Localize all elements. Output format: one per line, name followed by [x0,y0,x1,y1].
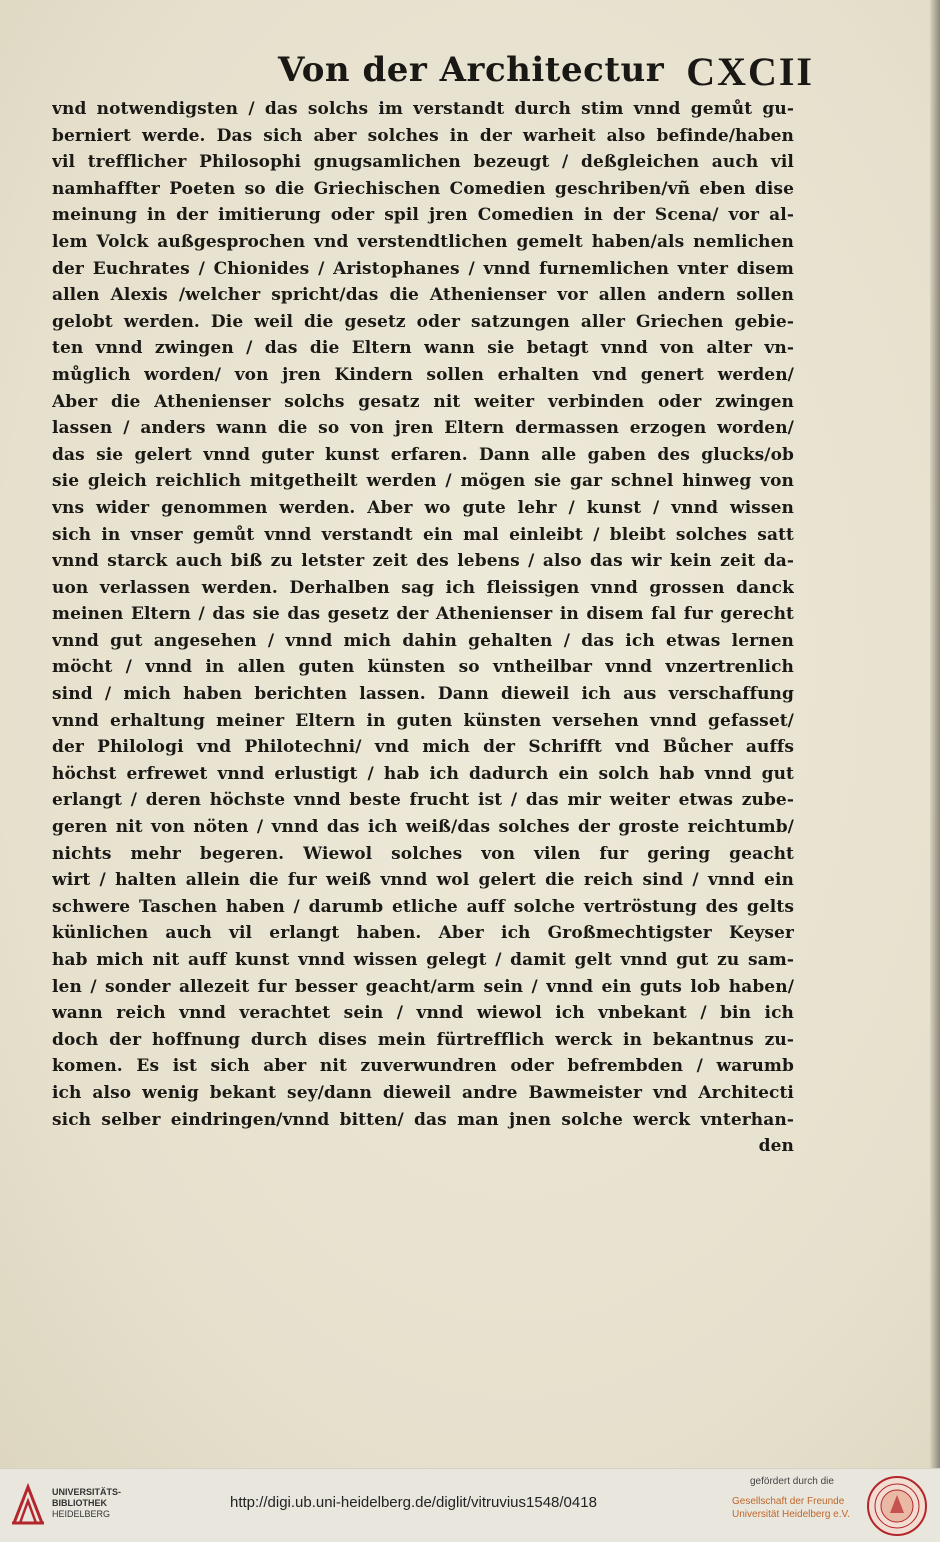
text-line: geren nit von nöten / vnnd das ich weiß/das solches der groste reichtumb/ [52,817,794,838]
text-line: uon verlassen werden. Derhalben sag ich fleissigen vnnd grossen danck [52,577,794,598]
text-line: meinung in der imitierung oder spil jren Comedien in der Scena/ vor al- [52,205,794,226]
folio-number: CXCII [686,49,814,94]
text-line: möcht / vnnd in allen guten künsten so vntheilbar vnnd vnzertrenlich [52,657,794,678]
text-line: nichts mehr begeren. Wiewol solches von vilen fur gering geacht [52,843,794,864]
text-line: doch der hoffnung durch dises mein fürtrefflich werck in bekantnus zu- [52,1029,794,1050]
page-header [0,44,940,104]
text-line: das sie gelert vnnd guter kunst erfaren. Dann alle gaben des glucks/ob [52,444,794,465]
viewer-footer [0,1468,940,1542]
university-seal-icon [866,1475,928,1537]
text-line: vnd notwendigsten / das solchs im verstandt durch stim vnnd gemůt gu- [52,99,794,119]
text-line: namhaffter Poeten so die Griechischen Comedien geschriben/vñ eben dise [52,178,794,199]
text-line: len / sonder allezeit fur besser geacht/arm sein / vnnd ein guts lob haben/ [52,976,794,997]
text-line: allen Alexis /welcher spricht/das die Athenienser vor allen andern sollen [52,285,794,306]
text-line: sich selber eindringen/vnnd bitten/ das man jnen solche werck vnterhan- [52,1109,794,1130]
text-line: erlangt / deren höchste vnnd beste frucht ist / das mir weiter etwas zube- [52,790,794,811]
text-line: vnnd erhaltung meiner Eltern in guten künsten versehen vnnd gefasset/ [52,710,794,731]
sponsor-label: gefördert durch die [750,1476,834,1487]
text-line: künlichen auch vil erlangt haben. Aber ich Großmechtigster Keyser [52,923,794,944]
text-line: sind / mich haben berichten lassen. Dann dieweil ich aus verschaffung [52,684,794,705]
running-head: Von der Architectur [278,50,665,90]
text-line: můglich worden/ von jren Kindern sollen erhalten vnd genert werden/ [52,364,794,385]
text-line: vil trefflicher Philosophi gnugsamlichen bezeugt / deßgleichen auch vil [52,152,794,173]
text-line: sich in vnser gemůt vnnd verstandt ein mal einleibt / bleibt solches satt [52,524,794,545]
text-line: hab mich nit auff kunst vnnd wissen gelegt / damit gelt vnnd gut zu sam- [52,950,794,970]
text-line: der Philologi vnd Philotechni/ vnd mich der Schrifft vnd Bůcher auffs [52,737,794,758]
sponsor-name[interactable]: Gesellschaft der Freunde Universität Heidelberg e.V. [732,1496,851,1520]
text-line: berniert werde. Das sich aber solches in der warheit also befinde/haben [52,125,794,146]
permalink-url[interactable]: http://digi.ub.uni-heidelberg.de/diglit/vitruvius1548/0418 [230,1494,597,1511]
library-name: UNIVERSITÄTS- BIBLIOTHEK HEIDELBERG [52,1487,122,1519]
text-line: lassen / anders wann die so von jren Eltern dermassen erzogen worden/ [52,418,794,439]
text-line: ich also wenig bekant sey/dann dieweil andre Bawmeister vnd Architecti [52,1082,794,1103]
text-line: schwere Taschen haben / darumb etliche auff solche vertröstung des gelts [52,896,794,917]
text-line: höchst erfrewet vnnd erlustigt / hab ich dadurch ein solch hab vnnd gut [52,763,794,784]
text-line: sie gleich reichlich mitgetheilt werden / mögen sie gar schnel hinweg von [52,471,794,492]
text-line: meinen Eltern / das sie das gesetz der Athenienser in disem fal fur gerecht [52,604,794,625]
text-line: gelobt werden. Die weil die gesetz oder satzungen aller Griechen gebie- [52,311,794,332]
text-line: der Euchrates / Chionides / Aristophanes / vnnd furnemlichen vnter disem [52,258,794,279]
body-text [52,96,794,1160]
text-line: vnnd starck auch biß zu letster zeit des lebens / also das wir kein zeit da- [52,551,794,572]
text-line: wann reich vnnd verachtet sein / vnnd wiewol ich vnbekant / bin ich [52,1003,794,1024]
text-line: ten vnnd zwingen / das die Eltern wann sie betagt vnnd von alter vn- [52,338,794,359]
text-line: vnnd gut angesehen / vnnd mich dahin gehalten / das ich etwas lernen [52,630,794,651]
text-line: komen. Es ist sich aber nit zuverwundren oder befrembden / warumb [52,1056,794,1077]
text-line: Aber die Athenienser solchs gesatz nit weiter verbinden oder zwingen [52,391,794,412]
text-line: vns wider genommen werden. Aber wo gute lehr / kunst / vnnd wissen [52,497,794,518]
library-logo-icon[interactable] [10,1483,46,1527]
text-line: lem Volck außgesprochen vnd verstendtlichen gemelt haben/als nemlichen [52,231,794,252]
text-line: wirt / halten allein die fur weiß vnnd wol gelert die reich sind / vnnd ein [52,870,794,891]
catchword: den [758,1136,794,1157]
